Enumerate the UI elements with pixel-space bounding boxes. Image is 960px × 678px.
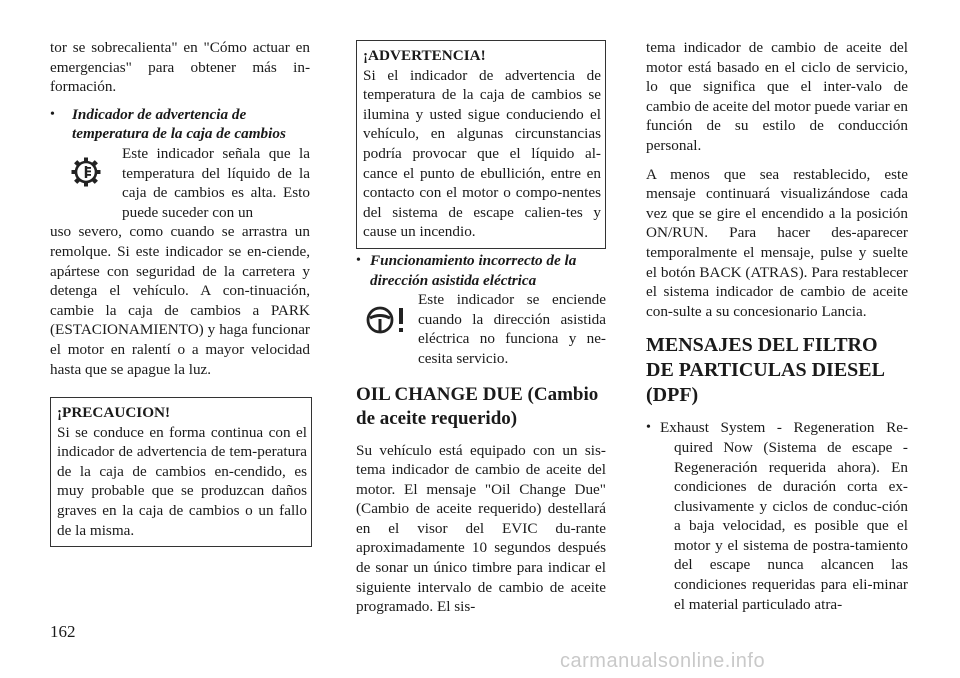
warning-title: ¡ADVERTENCIA! [363,47,486,64]
intro-paragraph: tor se sobrecalienta" en "Cómo actuar en emergencias" para obtener más in-formación. [50,39,310,96]
body-paragraph-2: A menos que sea restablecido, este mensaje continuará visualizándose cada vez que se gire el encendido a la posición ON/RUN. Para hacer des-aparecer temporalmente el mensaje, pulse y suelte el botón BACK (ATRAS). Para restablecer el sistema indicador de cambio de aceite con-sulte a su concesionario Lancia. [646,165,908,320]
bullet-dot: • [646,420,651,436]
warning-text: Si el indicador de advertencia de temperatura de la caja de cambios se ilumina y usted sigue conduciendo el vehículo, en algunas circunstancias podría provocar que el líquido al-cance el punto de ebullición, entre en contacto con el motor o compo-nentes del sistema de escape calien-tes y cause un incendio. [363,66,601,241]
caution-title: ¡PRECAUCION! [57,404,171,422]
icon-row-transmission [50,144,310,222]
icon-paragraph: Este indicador señala que la temperatura del líquido de la caja de cambios es alta. Esto puede suceder con un [122,144,310,221]
section-heading: OIL CHANGE DUE (Cambio de aceite requerido) [356,383,599,429]
bullet-dot: • [356,252,361,268]
bullet-title: Indicador de advertencia de temperatura de la caja de cambios [72,105,286,143]
page-number: 162 [50,622,76,641]
bullet-power-steering [356,251,606,290]
transmission-temperature-icon [50,144,122,222]
caution-box [50,397,312,547]
warning-box [356,40,606,249]
column-3 [646,38,908,614]
column-1 [50,38,310,547]
body-paragraph: Su vehículo está equipado con un sis-tema indicador de cambio de aceite del motor. El mensaje "Oil Change Due" (Cambio de aceite requerido) destellará en el visor del EVIC du-rante aproximadamente 10 segundos después de sonar un único timbre para indicar el siguiente intervalo de cambio de aceite programado. El sis- [356,441,606,616]
column-2 [356,40,606,617]
icon-row-power-steering [356,290,606,368]
body-paragraph: uso severo, como cuando se arrastra un remolque. Si este indicador se en-ciende, apártese con seguridad de la carretera y detenga el vehículo. A con-tinuación, cambie la caja de cambios a PARK (ESTACIONAMIENTO) y haga funcionar el motor en ralentí o a mayor velocidad hasta que se apague la luz. [50,223,310,378]
bullet-dot: • [50,106,55,122]
section-heading: MENSAJES DEL FILTRO DE PARTICULAS DIESEL (DPF) [646,334,884,407]
bullet-text: Exhaust System - Regeneration Re-quired Now (Sistema de escape - Regeneración requerida ahora). En condiciones de duración corta ex-clusivamente y ciclos de conduc-ción a baja velocidad, es posible que el motor y el sistema de postra-tamiento del escape nunca alcancen las condiciones requeridas para eli-minar el material particulado atra- [660,419,908,613]
bullet-exhaust [646,418,908,614]
bullet-title: Funcionamiento incorrecto de la dirección asistida eléctrica [370,251,577,289]
watermark: carmanualsonline.info [560,650,766,672]
body-paragraph-1: tema indicador de cambio de aceite del motor está basado en el ciclo de servicio, lo que significa que el inter-valo de cambio de aceite del motor puede variar en función de su estilo de conducción personal. [646,39,908,154]
icon-paragraph: Este indicador se enciende cuando la dirección asistida eléctrica no funciona y ne-cesita servicio. [418,291,606,367]
power-steering-warning-icon [356,290,418,368]
caution-text: Si se conduce en forma continua con el indicador de advertencia de tem-peratura de la caja de cambios en-cendido, es muy probable que se produzcan daños graves en la caja de cambios o un fallo de la misma. [57,423,307,539]
bullet-transmission-temp [50,105,310,144]
